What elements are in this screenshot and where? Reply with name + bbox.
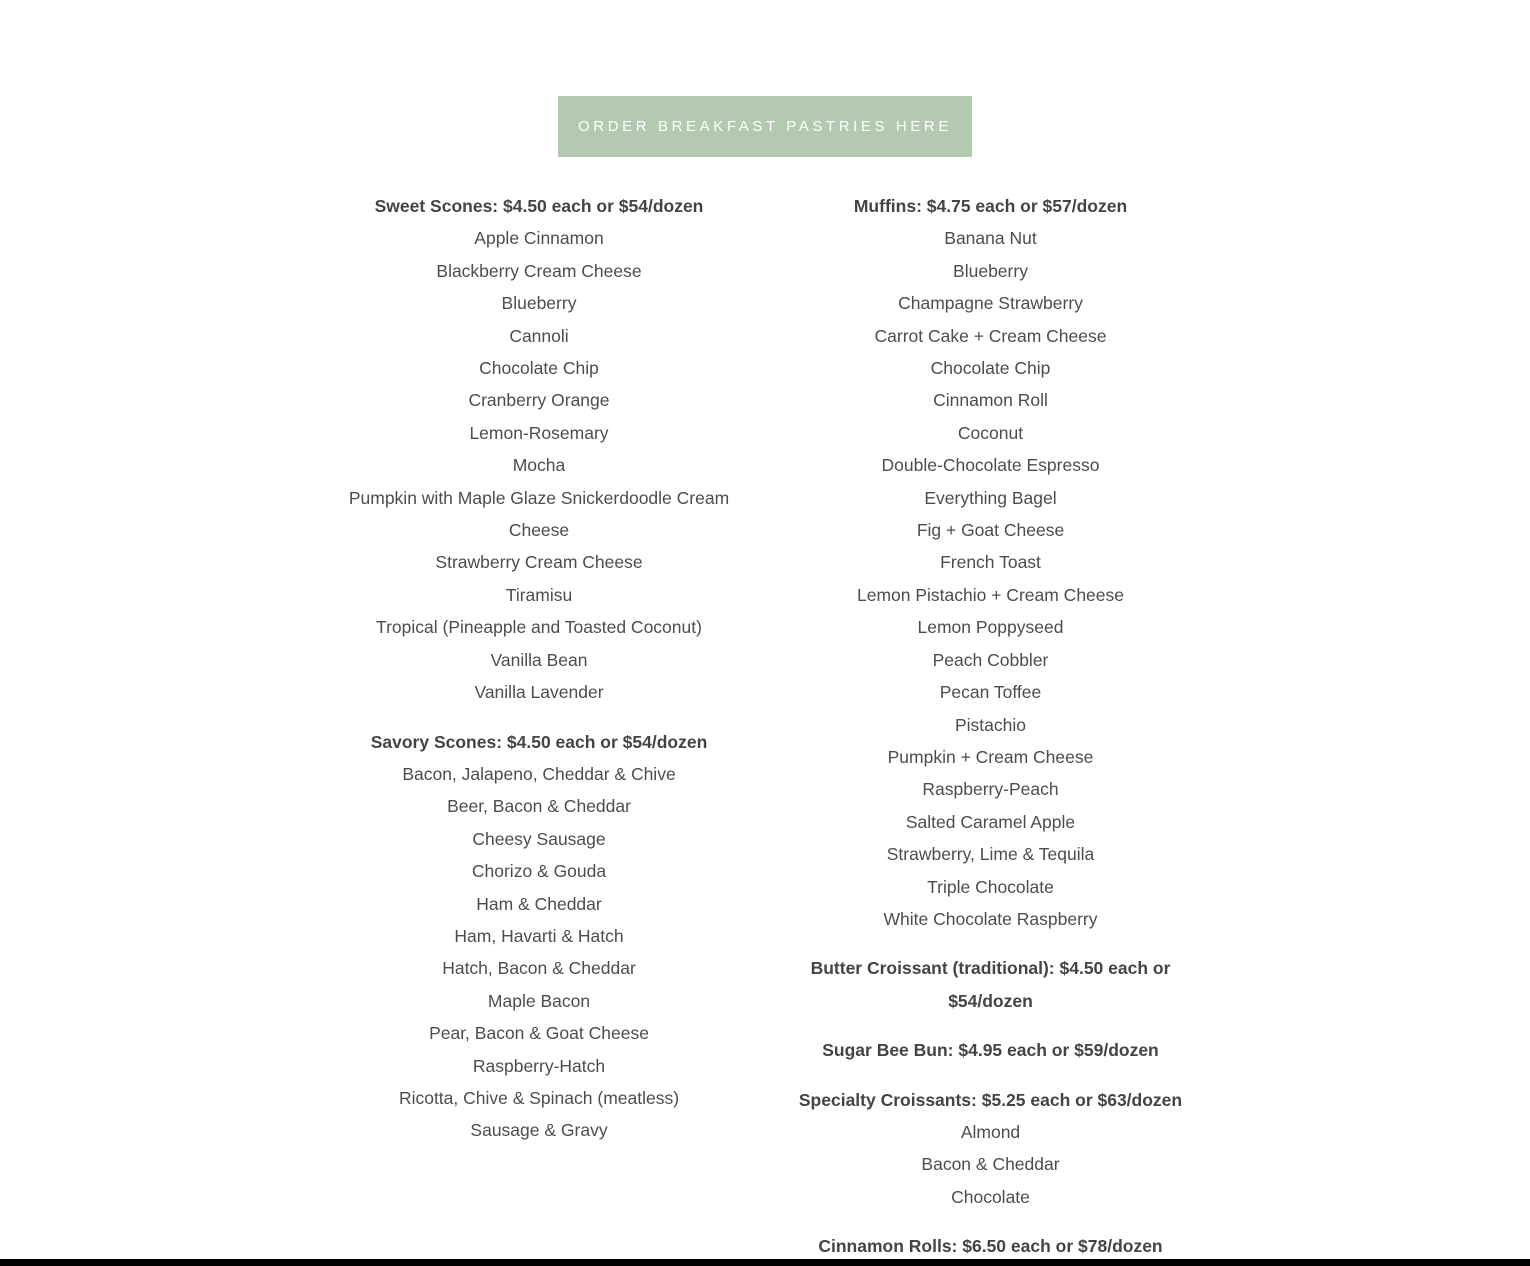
menu-item: Ricotta, Chive & Spinach (meatless): [398, 1087, 680, 1108]
menu-item: Peach Cobbler: [932, 649, 1049, 670]
bottom-bar: [0, 1259, 1530, 1266]
menu-item: Blueberry: [501, 293, 577, 314]
menu-item: Blueberry: [953, 260, 1028, 281]
menu-item: Tropical (Pineapple and Toasted Coconut): [376, 617, 702, 638]
menu-item: Salted Caramel Apple: [905, 811, 1076, 832]
menu-item: Hatch, Bacon & Cheddar: [442, 958, 636, 979]
cinnamon-rolls-heading: Cinnamon Rolls: $6.50 each or $78/dozen: [818, 1236, 1163, 1257]
menu-item: Pumpkin with Maple Glaze Snickerdoodle Cream Cheese: [348, 487, 730, 541]
menu-item: White Chocolate Raspberry: [883, 908, 1098, 929]
menu-item: Tiramisu: [505, 584, 573, 605]
savory-scones-section: [336, 726, 742, 1147]
menu-column-left: [336, 190, 742, 1164]
menu-item: Apple Cinnamon: [474, 228, 604, 249]
menu-item: Almond: [960, 1121, 1021, 1142]
menu-item: Beer, Bacon & Cheddar: [447, 796, 631, 817]
cinnamon-rolls-section: [780, 1230, 1201, 1262]
menu-item: Lemon-Rosemary: [469, 422, 609, 443]
specialty-croissants-section: [780, 1084, 1201, 1214]
menu-item: Carrot Cake + Cream Cheese: [874, 325, 1107, 346]
butter-croissant-section: [780, 952, 1201, 1017]
menu-item: Lemon Poppyseed: [917, 617, 1064, 638]
menu-item: Cannoli: [509, 325, 569, 346]
menu-item: Pear, Bacon & Goat Cheese: [429, 1023, 649, 1044]
specialty-croissants-heading: Specialty Croissants: $5.25 each or $63/dozen: [798, 1089, 1183, 1110]
sweet-scones-heading: Sweet Scones: $4.50 each or $54/dozen: [374, 196, 704, 216]
menu-item: Fig + Goat Cheese: [916, 520, 1065, 541]
menu-item: Mocha: [512, 455, 566, 476]
menu-item: Coconut: [957, 422, 1024, 443]
menu-item: Raspberry-Hatch: [472, 1055, 606, 1076]
menu-item: Ham, Havarti & Hatch: [454, 925, 624, 946]
menu-item: Double-Chocolate Espresso: [881, 455, 1100, 476]
menu-item: Sausage & Gravy: [470, 1120, 608, 1141]
menu-item: Chocolate Chip: [930, 358, 1051, 379]
menu-item: Triple Chocolate: [927, 876, 1054, 897]
menu-item: Strawberry, Lime & Tequila: [886, 844, 1095, 865]
muffins-heading: Muffins: $4.75 each or $57/dozen: [853, 196, 1128, 216]
order-breakfast-pastries-button[interactable]: ORDER BREAKFAST PASTRIES HERE: [558, 96, 972, 157]
menu-item: Cinnamon Roll: [933, 390, 1048, 411]
menu-item: Cranberry Orange: [468, 390, 610, 411]
menu-item: Chocolate: [951, 1186, 1030, 1207]
menu-item: Pistachio: [954, 714, 1026, 735]
menu-item: Everything Bagel: [924, 487, 1057, 508]
menu-item: Champagne Strawberry: [898, 293, 1083, 314]
savory-scones-heading: Savory Scones: $4.50 each or $54/dozen: [370, 731, 708, 752]
sweet-scones-section: [336, 190, 742, 709]
menu-item: Chocolate Chip: [479, 358, 599, 379]
menu-item: Bacon & Cheddar: [921, 1154, 1060, 1175]
menu-item: Vanilla Lavender: [474, 682, 604, 703]
sugar-bee-bun-heading: Sugar Bee Bun: $4.95 each or $59/dozen: [822, 1040, 1159, 1061]
menu-item: French Toast: [940, 552, 1041, 573]
menu-column-right: [780, 190, 1201, 1266]
menu-item: Banana Nut: [944, 228, 1037, 249]
muffins-section: [780, 190, 1201, 935]
menu-item: Lemon Pistachio + Cream Cheese: [856, 584, 1124, 605]
menu-item: Raspberry-Peach: [922, 779, 1059, 800]
menu-item: Ham & Cheddar: [476, 893, 602, 914]
menu-item: Pecan Toffee: [939, 682, 1042, 703]
menu-item: Pumpkin + Cream Cheese: [887, 746, 1094, 767]
sugar-bee-bun-section: [780, 1034, 1201, 1066]
menu-item: Bacon, Jalapeno, Cheddar & Chive: [402, 763, 676, 784]
menu-item: Maple Bacon: [487, 990, 591, 1011]
menu-item: Vanilla Bean: [490, 649, 588, 670]
menu-item: Blackberry Cream Cheese: [436, 260, 642, 281]
menu-item: Chorizo & Gouda: [471, 861, 607, 882]
butter-croissant-heading: Butter Croissant (traditional): $4.50 each or $54/dozen: [810, 958, 1171, 1011]
menu-item: Strawberry Cream Cheese: [435, 552, 643, 573]
menu-item: Cheesy Sausage: [472, 828, 606, 849]
